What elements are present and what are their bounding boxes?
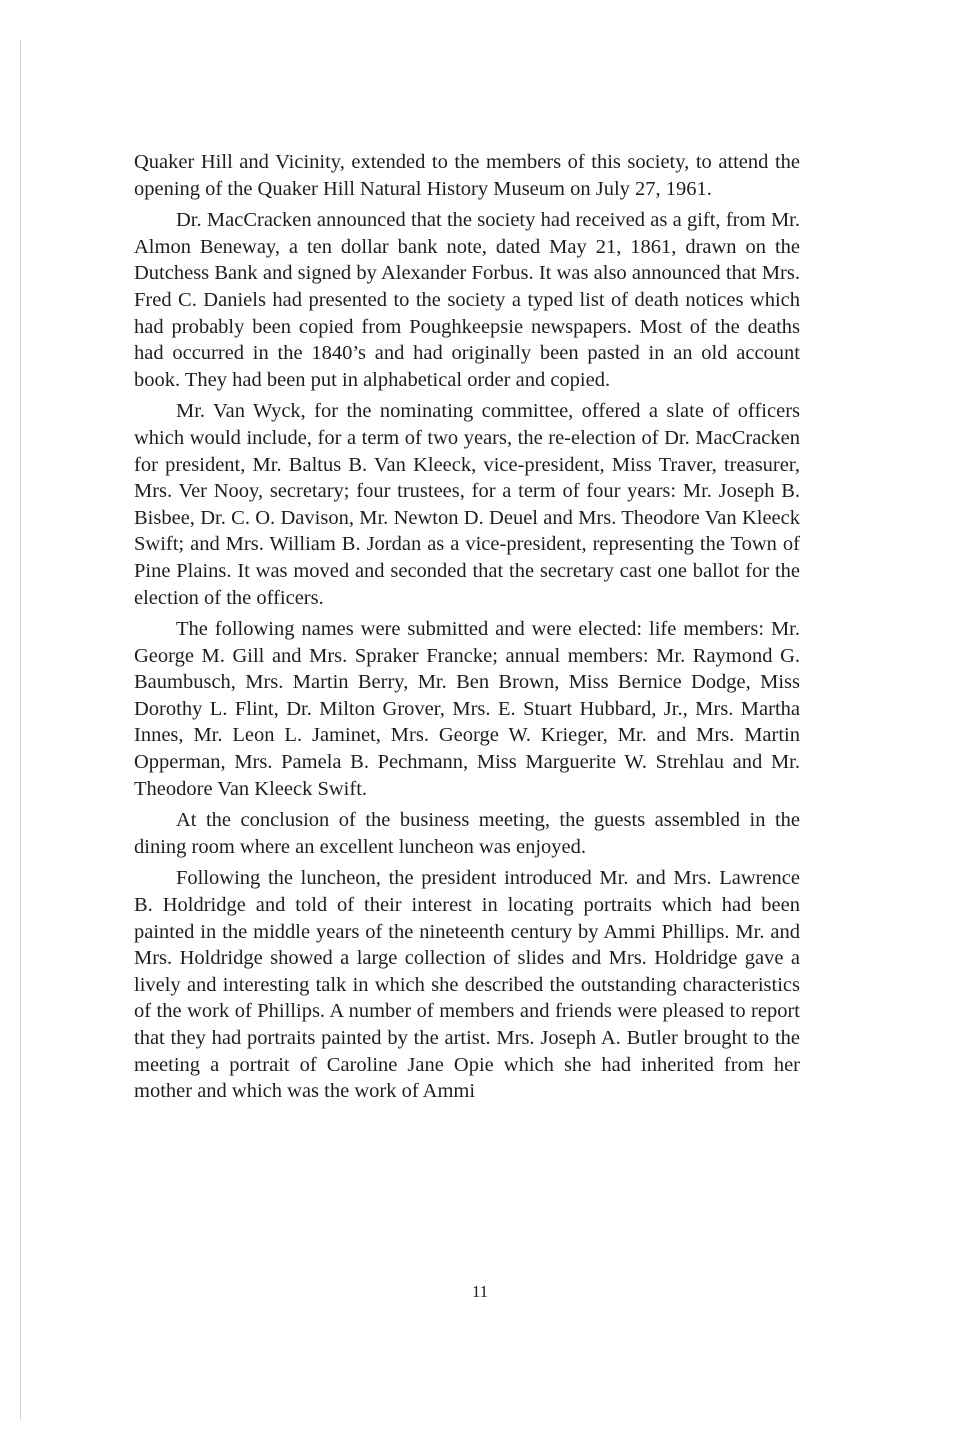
- paragraph: Mr. Van Wyck, for the nominating committee, offered a slate of officers which would include, for a term of two years, the re-election of Dr. MacCracken for president, Mr. Baltus B. Van Kleeck, vice-president, Miss Traver, treasurer, Mrs. Ver Nooy, secretary; four trustees, for a term of four years: Mr. Joseph B. Bisbee, Dr. C. O. Davison, Mr. Newton D. Deuel and Mrs. Theodore Van Kleeck Swift; and Mrs. William B. Jordan as a vice-president, representing the Town of Pine Plains. It was moved and seconded that the secretary cast one ballot for the election of the officers.: [134, 400, 800, 609]
- page-body: [134, 149, 800, 1110]
- page-number: 11: [471, 1282, 489, 1301]
- paragraph: At the conclusion of the business meeting, the guests assembled in the dining room where an excellent luncheon was enjoyed.: [134, 809, 800, 858]
- scan-edge-line: [20, 40, 21, 1420]
- paragraph: Dr. MacCracken announced that the society had received as a gift, from Mr. Almon Beneway, a ten dollar bank note, dated May 21, 1861, drawn on the Dutchess Bank and signed by Alexander Forbus. It was also announced that Mrs. Fred C. Daniels had presented to the society a typed list of death notices which had probably been copied from Poughkeepsie newspapers. Most of the deaths had occurred in the 1840’s and had originally been pasted in an old account book. They had been put in alphabetical order and copied.: [134, 209, 800, 391]
- paragraph: Quaker Hill and Vicinity, extended to the members of this society, to attend the opening of the Quaker Hill Natural History Museum on July 27, 1961.: [134, 151, 800, 200]
- paragraph: The following names were submitted and were elected: life members: Mr. George M. Gill and Mrs. Spraker Francke; annual members: Mr. Raymond G. Baumbusch, Mrs. Martin Berry, Mr. Ben Brown, Miss Bernice Dodge, Miss Dorothy L. Flint, Dr. Milton Grover, Mrs. E. Stuart Hubbard, Jr., Mrs. Martha Innes, Mr. Leon L. Jaminet, Mrs. George W. Krieger, Mr. and Mrs. Martin Opperman, Mrs. Pamela B. Pechmann, Miss Marguerite W. Strehlau and Mr. Theodore Van Kleeck Swift.: [134, 618, 800, 800]
- paragraph: Following the luncheon, the president introduced Mr. and Mrs. Lawrence B. Holdridge and told of their interest in locating portraits which had been painted in the middle years of the nineteenth century by Ammi Phillips. Mr. and Mrs. Holdridge showed a large collection of slides and Mrs. Holdridge gave a lively and interesting talk in which she described the outstanding characteristics of the work of Phillips. A number of members and friends were pleased to report that they had portraits painted by the artist. Mrs. Joseph A. Butler brought to the meeting a portrait of Caroline Jane Opie which she had inherited from her mother and which was the work of Ammi: [134, 867, 800, 1103]
